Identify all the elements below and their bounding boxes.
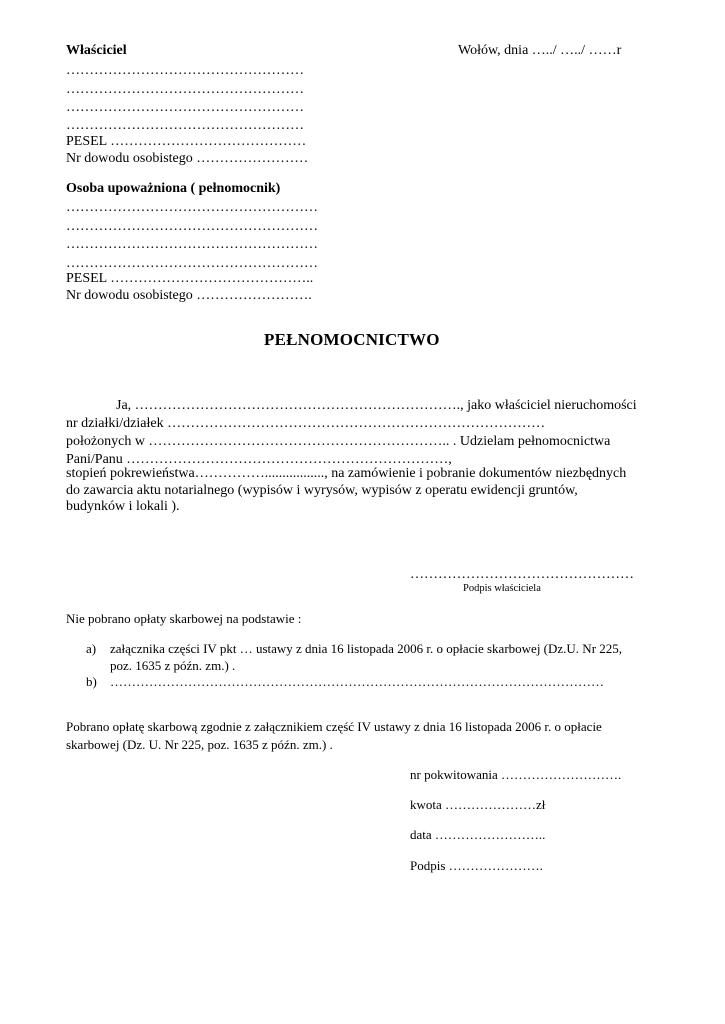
fee-exempt-heading: Nie pobrano opłaty skarbowej na podstawie :	[66, 611, 302, 626]
receipt-number: nr pokwitowania ……………………….	[410, 767, 622, 782]
list-marker-b: b)	[86, 674, 97, 689]
fee-exempt-item-a-cont: poz. 1635 z późn. zm.) .	[110, 658, 236, 673]
document-title: PEŁNOMOCNICTWO	[264, 330, 440, 349]
body-line: stopień pokrewieństwa……………................., na zamówienie i pobranie dokumentów niezbędnych	[66, 466, 627, 481]
body-line: do zawarcia aktu notarialnego (wypisów i wyrysów, wypisów z operatu ewidencji gruntów,	[66, 483, 578, 498]
representative-line: ………………………………………………	[66, 219, 318, 234]
representative-heading: Osoba upoważniona ( pełnomocnik)	[66, 181, 281, 196]
fee-paid-line: Pobrano opłatę skarbową zgodnie z załącznikiem część IV ustawy z dnia 16 listopada 2006 r. o opłacie	[66, 719, 602, 734]
owner-line: ……………………………………………	[66, 118, 304, 133]
body-line: budynków i lokali ).	[66, 499, 180, 514]
fee-exempt-item-a: załącznika części IV pkt … ustawy z dnia 16 listopada 2006 r. o opłacie skarbowej (Dz.U. Nr 225,	[110, 641, 623, 656]
body-line: nr działki/działek ………………………………………………………………………	[66, 416, 546, 431]
owner-heading: Właściciel	[66, 43, 127, 58]
signature-label: Podpis właściciela	[463, 583, 541, 594]
receipt-amount: kwota …………………zł	[410, 797, 546, 812]
representative-pesel: PESEL ……………………………………..	[66, 271, 314, 286]
place-date: Wołów, dnia …../ …../ ……r	[458, 43, 622, 58]
owner-id-number: Nr dowodu osobistego ……………………	[66, 151, 309, 166]
receipt-signature: Podpis ………………….	[410, 858, 543, 873]
representative-line: ………………………………………………	[66, 237, 318, 252]
representative-line: ………………………………………………	[66, 200, 318, 215]
fee-paid-line: skarbowej (Dz. U. Nr 225, poz. 1635 z późn. zm.) .	[66, 737, 333, 752]
owner-line: ……………………………………………	[66, 100, 304, 115]
fee-exempt-item-b: ……………………………………………………………………………………………………	[110, 674, 604, 689]
representative-id-number: Nr dowodu osobistego …………………….	[66, 288, 312, 303]
list-marker-a: a)	[86, 641, 97, 656]
receipt-date: data ……………………..	[410, 827, 546, 842]
owner-line: ……………………………………………	[66, 82, 304, 97]
owner-line: ……………………………………………	[66, 63, 304, 78]
body-line: Pani/Panu ……………………………………………………………,	[66, 452, 452, 467]
representative-line: ………………………………………………	[66, 256, 318, 271]
body-line: Ja, ……………………………………………………………., jako właściciel nieruchomości	[116, 398, 637, 413]
owner-pesel: PESEL ……………………………………	[66, 134, 307, 149]
body-line: położonych w ……………………………………………………….. . Udzielam pełnomocnictwa	[66, 434, 611, 449]
signature-dots: …………………………………………	[410, 567, 634, 582]
